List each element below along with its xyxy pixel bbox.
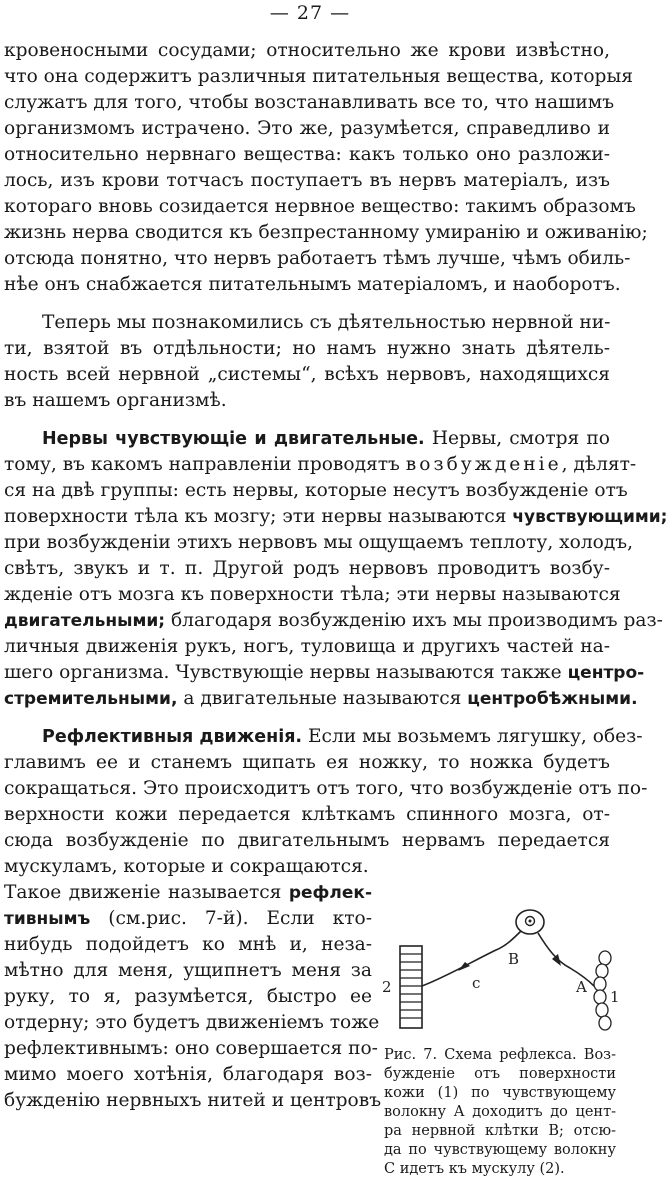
text-line: Такое движеніе называется рефлек- [4,882,372,903]
text-line: въ нашемъ организмѣ. [4,390,227,411]
text-line: служатъ для того, чтобы возстанавливать все то, что нашимъ [4,92,615,113]
figure-caption-line: ра нервной клѣтки В; отсю- [384,1123,616,1139]
reflex-arc-figure [378,906,618,1036]
spaced-emphasis: возбужденіе [405,454,562,475]
section-nerves-line: Нервы чувствующіе и двигательные. Нервы, смотря по [42,428,610,449]
text-line: руку, то я, разумѣется, быстро ее [4,986,372,1007]
skin-cells [594,951,611,1030]
label-1: 1 [610,988,620,1006]
figure-caption-line: С идетъ къ мускулу (2). [384,1161,565,1177]
text-line: жденіе отъ мозга къ поверхности тѣла; эти нервы называются [4,584,621,605]
text-line: тому, въ какомъ направленіи проводятъ возбужденіе, дѣлят- [4,454,637,475]
bold-term: чувствующими; [512,507,667,527]
text-line: стремительными, а двигательные называются центробѣжными. [4,688,638,709]
label-b: B [508,950,520,968]
text-line: котораго вновь созидается нервное вещество: такимъ образомъ [4,196,636,217]
label-2: 2 [382,978,392,996]
figure-caption-line: да по чувствующему волокну [384,1142,616,1158]
figure-caption-line: бужденіе отъ поверхности [384,1066,616,1082]
text-line: шего организма. Чувствующіе нервы называются также центро- [4,662,645,683]
text-line: жизнь нерва сводится къ безпрестанному умиранію и оживанію; [4,222,648,243]
bold-term: центробѣжными. [467,689,638,709]
text-line: тивнымъ (см.рис. 7-й). Если кто- [4,908,372,929]
text-line: Теперь мы познакомились съ дѣятельностью нервной ни- [42,312,611,333]
text-line: поверхности тѣла къ мозгу; эти нервы называются чувствующими; [4,506,667,527]
text-line: мускуламъ, которые и сокращаются. [4,856,369,877]
text-line: что она содержитъ различныя питательныя вещества, которыя [4,66,633,87]
figure-caption-line: кожи (1) по чувствующему [384,1085,616,1101]
figure-caption-line: волокну А доходитъ до цент- [384,1104,616,1120]
text-line: рефлективнымъ: оно совершается по- [4,1038,378,1059]
section-heading-nerves: Нервы чувствующіе и двигательные. [42,429,425,449]
text-line: относительно нервнаго вещества: какъ только оно разложи- [4,144,610,165]
text-line: свѣтъ, звукъ и т. п. Другой родъ нервовъ проводитъ возбу- [4,558,610,579]
text-line: сюда возбужденіе по двигательнымъ нервамъ передается [4,830,610,851]
nerve-cell [516,910,544,934]
text-line: бужденію нервныхъ нитей и центровъ [4,1090,382,1111]
figure-caption-line: Рис. 7. Схема рефлекса. Воз- [384,1047,616,1063]
text-line: отсюда понятно, что нервъ работаетъ тѣмъ лучше, чѣмъ обиль- [4,248,631,269]
text-line: мимо моего хотѣнія, благодаря воз- [4,1064,372,1085]
text-line: личныя движенія рукъ, ногъ, туловища и другихъ частей на- [4,636,610,657]
muscle-block [400,946,422,1028]
section-reflex-line: Рефлективныя движенія. Если мы возьмемъ лягушку, обез- [42,726,643,747]
text-line: верхности кожи передается клѣткамъ спинного мозга, от- [4,804,610,825]
text-line: сокращаться. Это происходитъ отъ того, что возбужденіе отъ по- [4,778,648,799]
label-c: c [472,974,481,992]
bold-term: центро- [567,663,645,683]
text-line: кровеносными сосудами; относительно же крови извѣстно, [4,40,610,61]
text-line: ность всей нервной „системы“, всѣхъ нервовъ, находящихся [4,364,610,385]
bold-term: двигательными; [4,611,166,631]
text-line: ся на двѣ группы: есть нервы, которые несутъ возбужденіе отъ [4,480,628,501]
text-line: отдерну; это будетъ движеніемъ тоже [4,1012,380,1033]
text-line: главимъ ее и станемъ щипать ея ножку, то ножка будетъ [4,752,610,773]
label-a: A [576,978,587,996]
text-line: нѣе онъ снабжается питательнымъ матеріаломъ, и наоборотъ. [4,274,621,295]
bold-term: рефлек- [288,883,372,903]
bold-term: стремительными, [4,689,178,709]
text-line: двигательными; благодаря возбужденію ихъ мы производимъ раз- [4,610,663,631]
text-line: лось, изъ крови тотчасъ поступаетъ въ нервъ матеріалъ, изъ [4,170,610,191]
text-line: организмомъ истрачено. Это же, разумѣется, справедливо и [4,118,610,139]
text-line: мѣтно для меня, ущипнетъ меня за [4,960,372,981]
text-line: при возбужденіи этихъ нервовъ мы ощущаемъ теплоту, холодъ, [4,532,634,553]
bold-term: тивнымъ [4,909,91,929]
page-number: — 27 — [269,2,351,24]
text-line: ти, взятой въ отдѣльности; но намъ нужно знать дѣятель- [4,338,610,359]
text-line: нибудь подойдетъ ко мнѣ и, неза- [4,934,372,955]
section-heading-reflex: Рефлективныя движенія. [42,727,303,747]
